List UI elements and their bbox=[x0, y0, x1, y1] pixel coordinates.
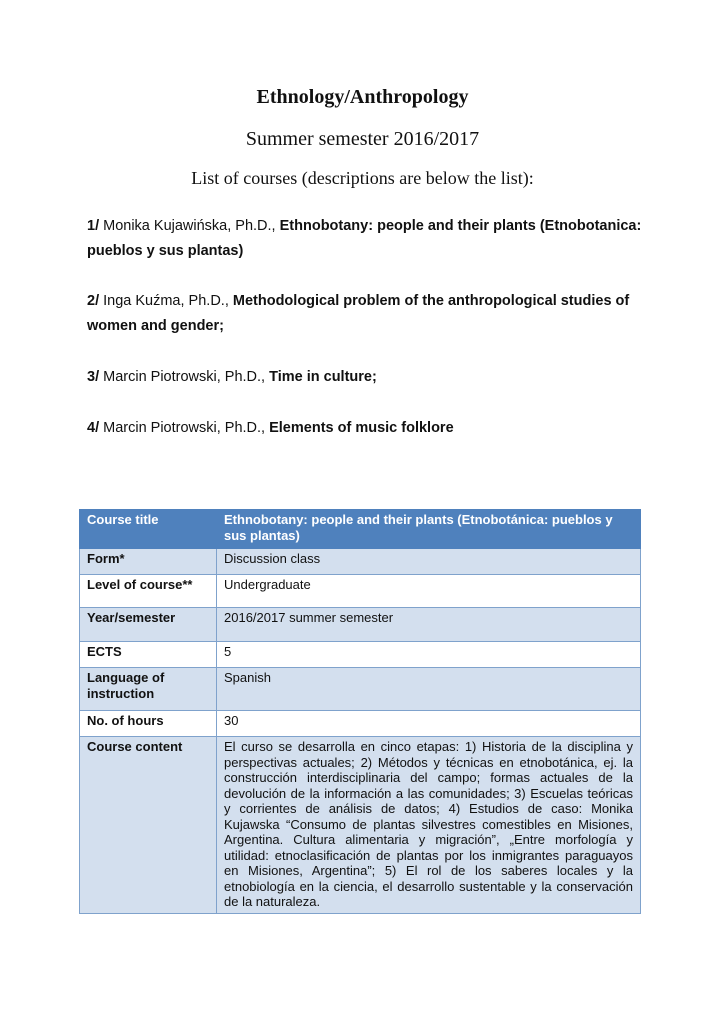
course-item-4 bbox=[87, 416, 647, 441]
language-label: Language of instruction bbox=[80, 668, 217, 711]
table-row bbox=[80, 668, 641, 711]
course-instructor: Inga Kuźma, Ph.D., bbox=[99, 293, 233, 309]
hours-value: 30 bbox=[217, 711, 641, 737]
content-value: El curso se desarrolla en cinco etapas: 1) Historia de la disciplina y perspectivas actuales; 2) Métodos y técnicas en etnobotánica, ej. la construcción interdisciplinaria del campo; formas actuales de la devolución de la información a las comunidades; 3) Escuelas teóricas y corrientes de análisis de datos; 4) Estudios de caso: Monika Kujawska “Consumo de plantas silvestres comestibles en Misiones, Argentina. Cultura alimentaria y migración”, „Entre morfología y utilidad: etnoclasificación de plantas por los inmigrantes paraguayos en Misiones, Argentina”; 5) El rol de los saberes locales y la etnobiología en la ciencia, el desarrollo sustentable y la conservación de la naturaleza. bbox=[217, 737, 641, 914]
course-title: Elements of music folklore bbox=[269, 420, 454, 436]
ects-label: ECTS bbox=[80, 642, 217, 668]
content-label: Course content bbox=[80, 737, 217, 914]
form-value: Discussion class bbox=[217, 549, 641, 575]
course-title-label: Course title bbox=[80, 510, 217, 549]
table-row bbox=[80, 510, 641, 549]
table-row bbox=[80, 711, 641, 737]
course-item-1 bbox=[87, 214, 647, 264]
course-number: 1/ bbox=[87, 218, 100, 234]
list-intro: List of courses (descriptions are below the list): bbox=[191, 168, 534, 188]
course-number: 3/ bbox=[87, 369, 100, 385]
course-instructor: Marcin Piotrowski, Ph.D., bbox=[99, 369, 270, 385]
level-label: Level of course** bbox=[80, 575, 217, 608]
course-instructor: Monika Kujawińska, Ph.D., bbox=[99, 218, 280, 234]
year-label: Year/semester bbox=[80, 608, 217, 642]
ects-value: 5 bbox=[217, 642, 641, 668]
course-title-value: Ethnobotany: people and their plants (Etnobotánica: pueblos y sus plantas) bbox=[217, 510, 641, 549]
course-title: Methodological problem of the anthropological studies of women and gender; bbox=[87, 293, 630, 334]
table-row bbox=[80, 549, 641, 575]
course-info-table bbox=[79, 509, 641, 914]
course-item-3 bbox=[87, 365, 647, 390]
table-row bbox=[80, 608, 641, 642]
course-title: Ethnobotany: people and their plants (Etnobotanica: pueblos y sus plantas) bbox=[87, 218, 642, 259]
hours-label: No. of hours bbox=[80, 711, 217, 737]
course-number: 2/ bbox=[87, 293, 100, 309]
year-value: 2016/2017 summer semester bbox=[217, 608, 641, 642]
language-value: Spanish bbox=[217, 668, 641, 711]
level-value: Undergraduate bbox=[217, 575, 641, 608]
course-item-2 bbox=[87, 289, 647, 339]
course-title: Time in culture; bbox=[269, 369, 377, 385]
table-row bbox=[80, 642, 641, 668]
table-row bbox=[80, 737, 641, 914]
course-instructor: Marcin Piotrowski, Ph.D., bbox=[99, 420, 270, 436]
table-row bbox=[80, 575, 641, 608]
semester-subtitle: Summer semester 2016/2017 bbox=[245, 128, 480, 150]
page-title: Ethnology/Anthropology bbox=[256, 86, 469, 108]
form-label: Form* bbox=[80, 549, 217, 575]
course-number: 4/ bbox=[87, 420, 100, 436]
